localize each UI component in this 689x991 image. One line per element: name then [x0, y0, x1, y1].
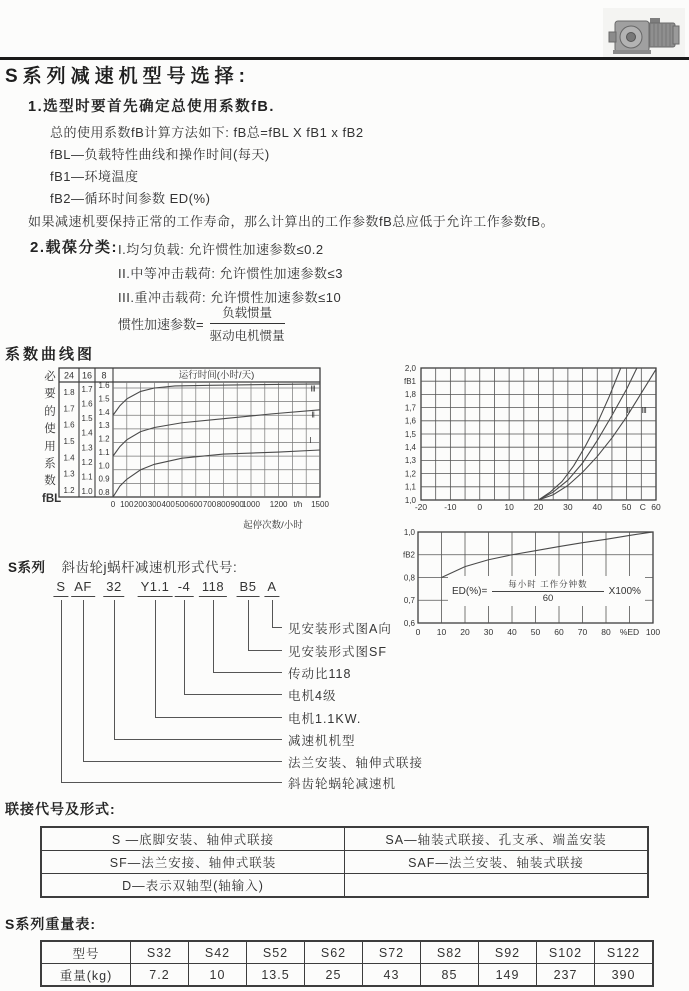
code-leader-vline — [83, 600, 84, 761]
y-tick: 1.4 — [98, 407, 110, 417]
x-tick: 20 — [460, 627, 470, 637]
x-tick: 800 — [216, 500, 231, 509]
code-legend-label: 法兰安装、轴伸式联接 — [288, 756, 424, 770]
x-tick: %ED — [619, 627, 640, 637]
weight-value-cell: 237 — [537, 964, 595, 987]
weight-value-cell: 13.5 — [247, 964, 305, 987]
y-tick: 1,5 — [404, 429, 416, 439]
x-tick: 600 — [189, 500, 203, 509]
weight-row-label: 重量(kg) — [41, 964, 131, 987]
ed-formula-fraction — [492, 578, 603, 604]
curve-label: Ⅲ — [310, 384, 316, 394]
fb1-temperature-chart — [388, 356, 688, 518]
code-leader-hline — [83, 761, 282, 762]
inertia-formula — [118, 303, 285, 344]
code-leader-hline — [61, 782, 282, 783]
code-leader-vline — [184, 600, 185, 694]
x-tick: 40 — [507, 627, 517, 637]
weight-header-cell: S82 — [421, 941, 479, 964]
fbl-curve — [113, 410, 320, 456]
x-tick: 200 — [133, 500, 148, 509]
weight-value-cell: 7.2 — [131, 964, 189, 987]
y-tick: 1.2 — [63, 486, 75, 495]
code-legend-label: 见安装形式图SF — [288, 645, 387, 659]
weight-value-cell: 10 — [189, 964, 247, 987]
ed-formula-lhs: ED(%)= — [452, 585, 488, 597]
x-tick: 1200 — [269, 500, 288, 509]
model-code-series: S系列 — [8, 560, 46, 575]
fbl-curve — [113, 450, 320, 497]
x-tick: C — [639, 502, 646, 512]
y-tick: 1.5 — [63, 437, 75, 446]
section1-line: fBL—负载特性曲线和操作时间(每天) — [50, 147, 270, 162]
y-tick: 1,4 — [404, 443, 416, 452]
weight-value-cell: 25 — [305, 964, 363, 987]
curve-label: Ⅱ — [626, 405, 631, 415]
weight-value-cell: 85 — [421, 964, 479, 987]
ed-formula-rhs: X100% — [608, 585, 641, 597]
curve-label: Ⅱ — [311, 410, 315, 420]
weight-header-cell: S62 — [305, 941, 363, 964]
y-tick: fB1 — [403, 377, 416, 386]
weight-value-cell: 390 — [595, 964, 654, 987]
code-leader-vline — [61, 600, 62, 782]
x-tick: 0 — [415, 627, 421, 637]
header-rule — [0, 57, 689, 60]
code-leader-vline — [248, 600, 249, 650]
section1-heading: 1.选型时要首先确定总使用系数fB. — [28, 99, 275, 115]
weight-header-cell: 型号 — [41, 941, 131, 964]
x-tick: 0 — [477, 502, 483, 512]
y-tick: 1.7 — [63, 404, 75, 414]
code-leader-vline — [213, 600, 214, 672]
code-part-A: A — [264, 579, 279, 597]
x-tick: 0 — [110, 500, 116, 509]
x-tick: 80 — [601, 627, 611, 637]
section2-heading: 2.载葆分类: — [30, 239, 119, 256]
y-tick: 1,3 — [404, 456, 416, 466]
x-tick: 500 — [175, 500, 189, 509]
code-leader-vline — [114, 600, 115, 739]
x-tick: 20 — [533, 502, 544, 512]
code-part-AF: AF — [71, 579, 95, 597]
y-tick: 0,8 — [403, 573, 415, 583]
y-tick: fB2 — [402, 550, 415, 560]
code-leader-vline — [155, 600, 156, 717]
x-tick: 100 — [120, 500, 134, 509]
y-tick: 1.2 — [98, 434, 110, 444]
weight-header-cell: S72 — [363, 941, 421, 964]
code-leader-hline — [213, 672, 282, 673]
curve-label: Ⅰ — [309, 436, 312, 446]
x-tick: 400 — [161, 500, 175, 509]
weight-value-cell: 43 — [363, 964, 421, 987]
code-legend-label: 电机4级 — [288, 689, 337, 703]
hours-header: 8 — [101, 370, 107, 381]
weight-header-cell: S52 — [247, 941, 305, 964]
x-tick: 60 — [651, 502, 661, 512]
code-part-118: 118 — [199, 579, 227, 597]
x-tick: 50 — [621, 502, 632, 512]
y-tick: 1,7 — [404, 403, 416, 413]
curve-label: Ⅰ — [611, 405, 614, 415]
weight-value-cell: 149 — [479, 964, 537, 987]
hours-header: 24 — [63, 370, 75, 381]
weight-heading: S系列重量表: — [5, 916, 96, 932]
y-tick: 1.5 — [98, 394, 110, 404]
y-tick: 1,2 — [404, 469, 416, 479]
code-legend-label: 减速机机型 — [288, 734, 356, 748]
section1-note: 如果减速机要保持正常的工作寿命，那么计算出的工作参数fB总应低于允许工作参数fB。 — [28, 214, 555, 229]
y-tick: 1.8 — [63, 388, 75, 397]
y-tick: 1.4 — [81, 428, 93, 438]
code-legend-label: 见安装形式图A向 — [288, 622, 392, 636]
y-tick: 1,1 — [404, 482, 416, 492]
inertia-formula-lhs: 惯性加速参数= — [118, 317, 204, 332]
x-tick: 100 — [645, 627, 661, 637]
fbl-curve — [113, 384, 320, 415]
x-axis-label: 起停次数/小时 — [243, 520, 303, 531]
weight-header-cell: S122 — [595, 941, 654, 964]
y-tick: 1.0 — [81, 487, 93, 496]
x-tick: 60 — [554, 627, 564, 637]
page-title: S系列减速机型号选择: — [5, 66, 251, 87]
y-tick: 1,8 — [404, 390, 416, 400]
ed-formula — [448, 576, 645, 606]
section1-line: fB2—循环时间参数 ED(%) — [50, 191, 211, 206]
load-class-3: III.重冲击载荷: 允许惯性加速参数≤10 — [118, 290, 342, 305]
model-code-heading — [8, 556, 237, 576]
connection-cell — [345, 874, 649, 898]
x-tick: 300 — [147, 500, 162, 509]
code-legend-label: 传动比118 — [288, 667, 352, 681]
y-tick: 0,7 — [403, 596, 415, 606]
section1-line: fB1—环境温度 — [50, 169, 139, 184]
x-tick: 70 — [577, 627, 588, 637]
y-tick: 1.3 — [63, 469, 75, 479]
inertia-formula-denominator: 驱动电机惯量 — [209, 329, 285, 343]
x-tick: 900 — [230, 500, 244, 509]
code-leader-hline — [184, 694, 282, 695]
curve-label: Ⅲ — [641, 405, 647, 415]
model-code-title: 斜齿轮j蜗杆减速机形式代号: — [61, 560, 238, 575]
inertia-formula-numerator: 负载惯量 — [210, 303, 285, 324]
ed-formula-numerator: 每小时 工作分钟数 — [492, 578, 603, 592]
connection-heading: 联接代号及形式: — [5, 801, 116, 817]
y-tick: 0.9 — [98, 474, 110, 484]
code-part-Y1.1: Y1.1 — [138, 579, 173, 597]
x-tick: 1000 — [242, 500, 260, 509]
y-tick: 0.8 — [98, 488, 110, 497]
y-tick: 1.1 — [81, 472, 93, 482]
load-class-2: II.中等冲击载荷: 允许惯性加速参数≤3 — [118, 266, 343, 281]
code-part-S: S — [53, 579, 68, 597]
x-tick: 10 — [504, 502, 514, 512]
y-tick: 1.3 — [98, 421, 110, 431]
x-tick: 10 — [436, 627, 447, 637]
inertia-formula-fraction — [210, 303, 285, 344]
x-tick: 1500 — [311, 500, 329, 509]
ed-formula-denominator: 60 — [542, 593, 554, 604]
y-tick: 1,6 — [404, 416, 416, 426]
code-leader-vline — [272, 600, 273, 627]
connection-cell: SF—法兰安接、轴伸式联装 — [41, 851, 345, 874]
y-tick: 1.4 — [63, 453, 75, 463]
code-part-32: 32 — [103, 579, 124, 597]
fbl-axis-label: 必 要 的 使 用 系 数 fBL — [42, 371, 62, 505]
y-tick: 0,6 — [403, 618, 415, 628]
y-tick: 1.6 — [98, 381, 110, 390]
y-tick: 1.1 — [98, 447, 110, 457]
connection-cell: D—表示双轴型(轴输入) — [41, 874, 345, 898]
weight-header-cell: S32 — [131, 941, 189, 964]
y-tick: 1.3 — [81, 443, 93, 453]
y-tick: 1.7 — [81, 385, 93, 394]
x-tick: t/h — [293, 500, 303, 509]
x-tick: 30 — [483, 627, 494, 637]
x-tick: 30 — [563, 502, 573, 512]
hours-header: 16 — [81, 370, 93, 381]
connection-cell: S —底脚安装、轴伸式联接 — [41, 827, 345, 851]
x-tick: -20 — [414, 502, 428, 512]
chart-title: 运行时间(小时/天) — [178, 370, 255, 381]
code-legend-label: 电机1.1KW. — [288, 712, 362, 726]
load-class-1: I.均匀负载: 允许惯性加速参数≤0.2 — [118, 242, 324, 257]
code-leader-hline — [155, 717, 282, 718]
code-leader-hline — [114, 739, 282, 740]
x-tick: 50 — [530, 627, 541, 637]
code-leader-hline — [248, 650, 282, 651]
weight-header-cell: S92 — [479, 941, 537, 964]
gearmotor-photo — [603, 8, 685, 63]
connection-cell: SAF—法兰安装、轴装式联接 — [345, 851, 649, 874]
charts-heading: 系数曲线图 — [5, 346, 96, 363]
fbl-coefficient-chart — [38, 362, 334, 537]
code-leader-hline — [272, 627, 282, 628]
y-tick: 1.6 — [81, 399, 93, 409]
y-tick: 1.5 — [81, 414, 93, 424]
y-tick: 1.2 — [81, 457, 93, 467]
connection-code-table — [40, 826, 649, 898]
y-tick: 1.0 — [98, 461, 110, 471]
weight-header-cell: S42 — [189, 941, 247, 964]
weight-header-cell: S102 — [537, 941, 595, 964]
y-tick: 1,0 — [404, 495, 416, 505]
code-part-B5: B5 — [237, 579, 260, 597]
connection-cell: SA—轴装式联接、孔支承、端盖安装 — [345, 827, 649, 851]
code-legend-label: 斜齿轮蜗轮减速机 — [288, 777, 397, 791]
code-part--4: -4 — [175, 579, 194, 597]
y-tick: 1,0 — [403, 527, 415, 537]
section1-line: 总的使用系数fB计算方法如下: fB总=fBL X fB1 x fB2 — [50, 125, 364, 140]
weight-table — [40, 940, 654, 987]
x-tick: 40 — [592, 502, 602, 512]
x-tick: 700 — [202, 500, 217, 509]
y-tick: 1.6 — [63, 420, 75, 430]
y-tick: 2,0 — [404, 363, 416, 373]
x-tick: -10 — [444, 502, 457, 512]
